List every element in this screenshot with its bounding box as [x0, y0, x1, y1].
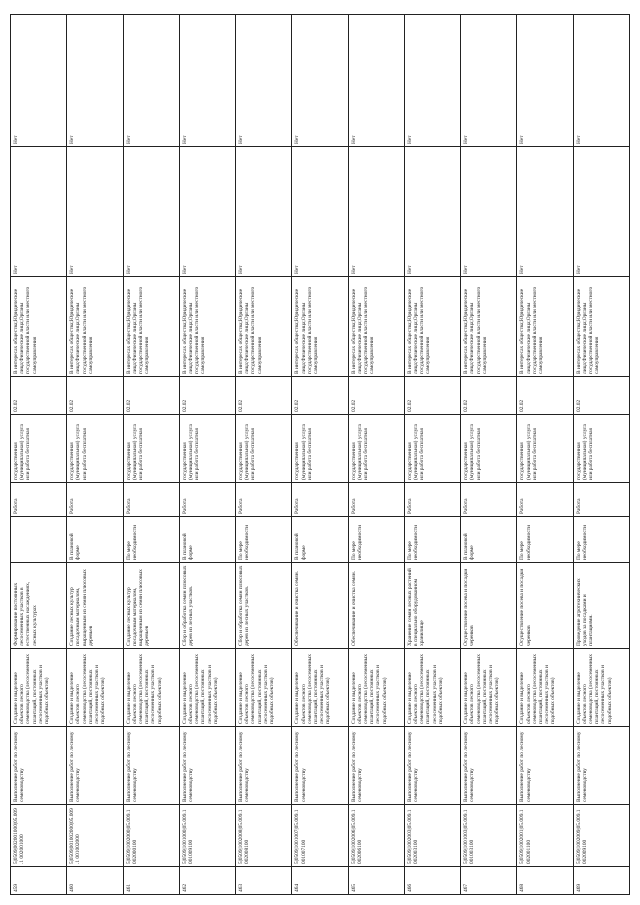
- row-number-cell: 468: [517, 867, 573, 895]
- license-required-cell: Нет: [517, 147, 573, 277]
- license-required-cell: Нет: [179, 147, 235, 277]
- regulated-cell: Нет: [461, 15, 517, 147]
- work-type-cell: Работа: [236, 483, 292, 517]
- work-form-cell: По мере необходимости: [517, 517, 573, 563]
- work-type-cell: Работа: [348, 483, 404, 517]
- table-row: [11, 15, 67, 895]
- work-detail-cell: Формирование постоянных лесосеменных участков в естественных насаждениях, лесных культурах: [11, 563, 67, 649]
- payment-type-cell: государственная (муниципальная) услуга или работа бесплатная: [11, 415, 67, 483]
- row-number-cell: 469: [573, 867, 629, 895]
- row-number-cell: 462: [179, 867, 235, 895]
- license-required-cell: Нет: [11, 147, 67, 277]
- work-detail-cell: Сбор и обработка семян плюсовых дерев из лесных участков.: [236, 563, 292, 649]
- row-number-cell: 459: [11, 867, 67, 895]
- license-required-cell: Нет: [404, 147, 460, 277]
- consumer-category-cell: В интересах общества;Юридические лица;Физические лица;Органы государственной власти или местного самоуправления: [11, 277, 67, 377]
- work-content-cell: Создание и выделение объектов лесного семеноводства (лесосеменных плантаций, постоянных лесосеменных участков и подобных объектов): [517, 649, 573, 727]
- regulated-cell: Нет: [404, 15, 460, 147]
- work-detail-cell: Сбор и обработка семян плюсовых дерев из лесных участков.: [179, 563, 235, 649]
- work-name-cell: Выполнение работ по лесному семеноводству: [517, 727, 573, 805]
- work-form-cell: По мере необходимости: [573, 517, 629, 563]
- work-content-cell: Создание и выделение объектов лесного семеноводства (лесосеменных плантаций, постоянных лесосеменных участков и подобных объектов): [404, 649, 460, 727]
- table-row: [573, 15, 629, 895]
- license-required-cell: Нет: [292, 147, 348, 277]
- consumer-category-cell: В интересах общества;Юридические лица;Физические лица;Органы государственной власти или местного самоуправления: [348, 277, 404, 377]
- work-type-cell: Работа: [404, 483, 460, 517]
- consumer-category-cell: В интересах общества;Юридические лица;Физические лица;Органы государственной власти или местного самоуправления: [179, 277, 235, 377]
- work-detail-cell: Осуществление посева и посадки черенков: [461, 563, 517, 649]
- registry-code-cell: 5|0509|002001000|05.009.1 002001000: [11, 805, 67, 867]
- work-type-cell: Работа: [292, 483, 348, 517]
- table-row: [348, 15, 404, 895]
- row-number-cell: 463: [236, 867, 292, 895]
- regulated-cell: Нет: [11, 15, 67, 147]
- work-detail-cell: Обеспечивание и очистка семян.: [292, 563, 348, 649]
- registry-code-cell: 5|0509|1002003|05.009.1 002003100: [404, 805, 460, 867]
- regulated-cell: Нет: [179, 15, 235, 147]
- work-type-cell: Работа: [11, 483, 67, 517]
- table-row: [123, 15, 179, 895]
- registry-code-cell: 5|0509|1001007|05.009.1 001007100: [292, 805, 348, 867]
- work-type-cell: Работа: [179, 483, 235, 517]
- regulated-cell: Нет: [236, 15, 292, 147]
- license-required-cell: Нет: [461, 147, 517, 277]
- consumer-category-cell: В интересах общества;Юридические лица;Физические лица;Органы государственной власти или местного самоуправления: [292, 277, 348, 377]
- okved-code-cell: 02.02: [461, 377, 517, 415]
- row-number-cell: 461: [123, 867, 179, 895]
- consumer-category-cell: В интересах общества;Юридические лица;Физические лица;Органы государственной власти или местного самоуправления: [573, 277, 629, 377]
- okved-code-cell: 02.02: [292, 377, 348, 415]
- work-content-cell: Создание и выделение объектов лесного семеноводства (лесосеменных плантаций, постоянных лесосеменных участков и подобных объектов): [11, 649, 67, 727]
- work-detail-cell: Обеспечивание и очистка семян.: [348, 563, 404, 649]
- regulated-cell: Нет: [67, 15, 123, 147]
- work-content-cell: Создание и выделение объектов лесного семеноводства (лесосеменных плантаций, постоянных лесосеменных участков и подобных объектов): [236, 649, 292, 727]
- consumer-category-cell: В интересах общества;Юридические лица;Физические лица;Органы государственной власти или местного самоуправления: [404, 277, 460, 377]
- row-number-cell: 460: [67, 867, 123, 895]
- work-type-cell: Работа: [573, 483, 629, 517]
- work-name-cell: Выполнение работ по лесному семеноводству: [67, 727, 123, 805]
- registry-code-cell: 5|0509|1002001|05.009.1 002001100: [517, 805, 573, 867]
- work-form-cell: По мере необходимости: [348, 517, 404, 563]
- payment-type-cell: государственная (муниципальная) услуга или работа бесплатная: [236, 415, 292, 483]
- work-type-cell: Работа: [67, 483, 123, 517]
- registry-code-cell: 5|0509|1001000|05.009.1 001009100: [179, 805, 235, 867]
- row-number-cell: 467: [461, 867, 517, 895]
- regulated-cell: Нет: [348, 15, 404, 147]
- license-required-cell: Нет: [573, 147, 629, 277]
- consumer-category-cell: В интересах общества;Юридические лица;Физические лица;Органы государственной власти или местного самоуправления: [461, 277, 517, 377]
- license-required-cell: Нет: [348, 147, 404, 277]
- work-detail-cell: Проведение агротехнических уходов за посадками и плантациями.: [573, 563, 629, 649]
- regulated-cell: Нет: [292, 15, 348, 147]
- payment-type-cell: государственная (муниципальная) услуга или работа бесплатная: [292, 415, 348, 483]
- consumer-category-cell: В интересах общества;Юридические лица;Физические лица;Органы государственной власти или местного самоуправления: [67, 277, 123, 377]
- work-name-cell: Выполнение работ по лесному семеноводству: [404, 727, 460, 805]
- work-content-cell: Создание и выделение объектов лесного семеноводства (лесосеменных плантаций, постоянных лесосеменных участков и подобных объектов): [573, 649, 629, 727]
- okved-code-cell: 02.02: [236, 377, 292, 415]
- okved-code-cell: 02.02: [348, 377, 404, 415]
- work-content-cell: Создание и выделение объектов лесного семеноводства (лесосеменных плантаций, постоянных лесосеменных участков и подобных объектов): [348, 649, 404, 727]
- registry-code-cell: 5|0509|1001003|05.009.1 001003100: [461, 805, 517, 867]
- license-required-cell: Нет: [67, 147, 123, 277]
- work-type-cell: Работа: [123, 483, 179, 517]
- work-form-cell: По мере необходимости: [404, 517, 460, 563]
- work-name-cell: Выполнение работ по лесному семеноводству: [11, 727, 67, 805]
- work-name-cell: Выполнение работ по лесному семеноводству: [292, 727, 348, 805]
- payment-type-cell: государственная (муниципальная) услуга или работа бесплатная: [179, 415, 235, 483]
- work-detail-cell: Создание лесных культур посадочным материалом, выращенным из семян плюсовых деревьев: [67, 563, 123, 649]
- payment-type-cell: государственная (муниципальная) услуга или работа бесплатная: [404, 415, 460, 483]
- payment-type-cell: государственная (муниципальная) услуга или работа бесплатная: [348, 415, 404, 483]
- rotated-page: [10, 15, 630, 895]
- table-row: [236, 15, 292, 895]
- row-number-cell: 466: [404, 867, 460, 895]
- okved-code-cell: 02.02: [123, 377, 179, 415]
- okved-code-cell: 02.02: [573, 377, 629, 415]
- table-row: [517, 15, 573, 895]
- payment-type-cell: государственная (муниципальная) услуга или работа бесплатная: [67, 415, 123, 483]
- work-content-cell: Создание и выделение объектов лесного семеноводства (лесосеменных плантаций, постоянных лесосеменных участков и подобных объектов): [292, 649, 348, 727]
- registry-code-cell: 5|0509|1002008|05.009.1 002008100: [236, 805, 292, 867]
- work-type-cell: Работа: [461, 483, 517, 517]
- okved-code-cell: 02.02: [179, 377, 235, 415]
- registry-code-cell: 5|0509|1002000|05.009.1 002000100: [123, 805, 179, 867]
- registry-body: [11, 15, 630, 895]
- work-content-cell: Создание и выделение объектов лесного семеноводства (лесосеменных плантаций, постоянных лесосеменных участков и подобных объектов): [67, 649, 123, 727]
- license-required-cell: Нет: [123, 147, 179, 277]
- table-row: [292, 15, 348, 895]
- work-name-cell: Выполнение работ по лесному семеноводству: [461, 727, 517, 805]
- registry-table: [10, 14, 630, 895]
- registry-code-cell: 5|0509|1002009|05.009.1 002009100: [573, 805, 629, 867]
- payment-type-cell: государственная (муниципальная) услуга или работа бесплатная: [573, 415, 629, 483]
- okved-code-cell: 02.02: [517, 377, 573, 415]
- work-content-cell: Создание и выделение объектов лесного семеноводства (лесосеменных плантаций, постоянных лесосеменных участков и подобных объектов): [179, 649, 235, 727]
- work-detail-cell: Хранение семян лесных растений в специально оборудованном хранилище: [404, 563, 460, 649]
- work-name-cell: Выполнение работ по лесному семеноводству: [573, 727, 629, 805]
- registry-code-cell: 5|0509|1002006|05.009.1 002006100: [348, 805, 404, 867]
- license-required-cell: Нет: [236, 147, 292, 277]
- registry-code-cell: 5|0509|001002000|05.009.1 001002000: [67, 805, 123, 867]
- table-row: [404, 15, 460, 895]
- work-form-cell: В плановой форме: [292, 517, 348, 563]
- work-content-cell: Создание и выделение объектов лесного семеноводства (лесосеменных плантаций, постоянных лесосеменных участков и подобных объектов): [461, 649, 517, 727]
- okved-code-cell: 02.02: [67, 377, 123, 415]
- payment-type-cell: государственная (муниципальная) услуга или работа бесплатная: [461, 415, 517, 483]
- work-detail-cell: Осуществление посева и посадки черенков: [517, 563, 573, 649]
- consumer-category-cell: В интересах общества;Юридические лица;Физические лица;Органы государственной власти или местного самоуправления: [236, 277, 292, 377]
- row-number-cell: 465: [348, 867, 404, 895]
- consumer-category-cell: В интересах общества;Юридические лица;Физические лица;Органы государственной власти или местного самоуправления: [123, 277, 179, 377]
- payment-type-cell: государственная (муниципальная) услуга или работа бесплатная: [517, 415, 573, 483]
- work-name-cell: Выполнение работ по лесному семеноводству: [123, 727, 179, 805]
- table-row: [67, 15, 123, 895]
- work-detail-cell: Создание лесных культур посадочным материалом, выращенным из семян плюсовых деревьев: [123, 563, 179, 649]
- work-name-cell: Выполнение работ по лесному семеноводству: [236, 727, 292, 805]
- row-number-cell: 464: [292, 867, 348, 895]
- table-row: [179, 15, 235, 895]
- work-form-cell: В плановой форме: [461, 517, 517, 563]
- work-form-cell: [11, 517, 67, 563]
- work-form-cell: В плановой форме: [179, 517, 235, 563]
- table-row: [461, 15, 517, 895]
- work-form-cell: По мере необходимости: [123, 517, 179, 563]
- work-form-cell: В плановой форме: [67, 517, 123, 563]
- consumer-category-cell: В интересах общества;Юридические лица;Физические лица;Органы государственной власти или местного самоуправления: [517, 277, 573, 377]
- payment-type-cell: государственная (муниципальная) услуга или работа бесплатная: [123, 415, 179, 483]
- work-name-cell: Выполнение работ по лесному семеноводству: [348, 727, 404, 805]
- work-content-cell: Создание и выделение объектов лесного семеноводства (лесосеменных плантаций, постоянных лесосеменных участков и подобных объектов): [123, 649, 179, 727]
- okved-code-cell: 02.02: [404, 377, 460, 415]
- okved-code-cell: 02.02: [11, 377, 67, 415]
- regulated-cell: Нет: [123, 15, 179, 147]
- work-type-cell: Работа: [517, 483, 573, 517]
- regulated-cell: Нет: [517, 15, 573, 147]
- work-form-cell: По мере необходимости: [236, 517, 292, 563]
- regulated-cell: Нет: [573, 15, 629, 147]
- work-name-cell: Выполнение работ по лесному семеноводству: [179, 727, 235, 805]
